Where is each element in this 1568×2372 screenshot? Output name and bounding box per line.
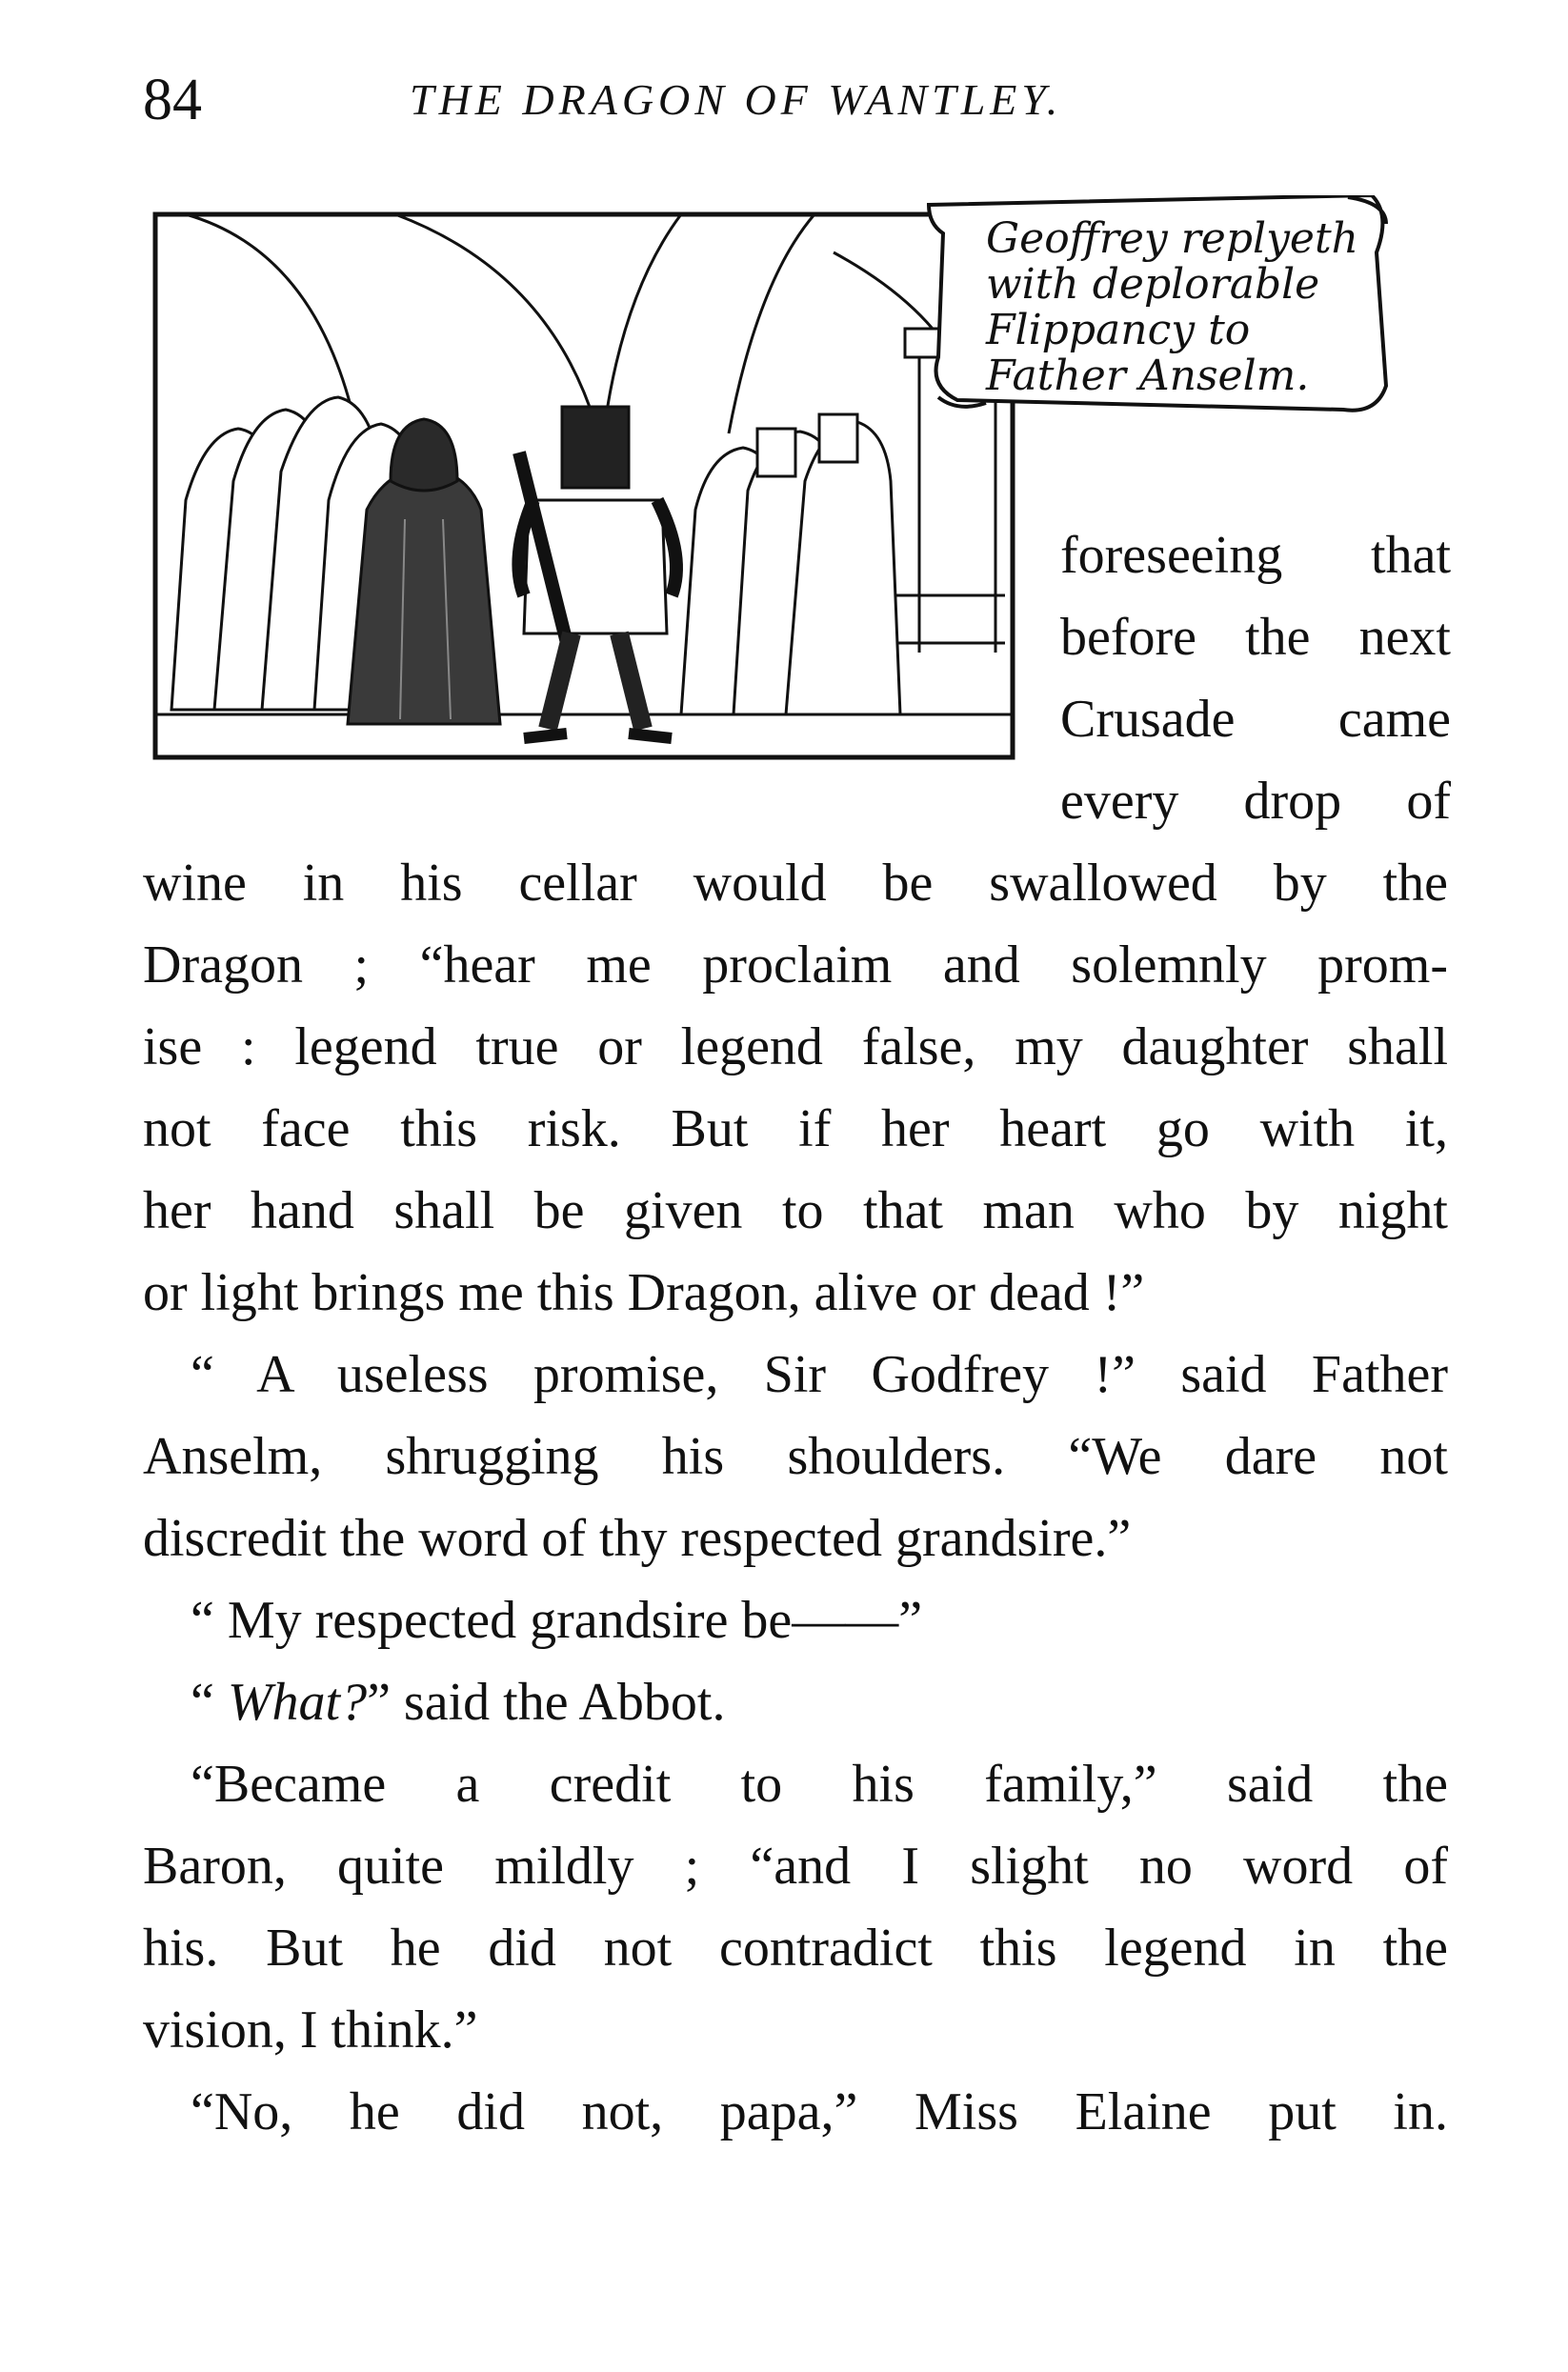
- text-line: Baron, quite mildly ; “and I slight no word of: [143, 1837, 1448, 1896]
- caption-line: Father Anselm.: [986, 352, 1310, 400]
- text-line: “ A useless promise, Sir Godfrey !” said Father: [191, 1345, 1448, 1404]
- body-text: [143, 842, 1448, 2153]
- text-line: every drop of: [1060, 772, 1451, 831]
- caption-line: Flippancy to: [986, 306, 1251, 354]
- vault-arch: [729, 214, 814, 433]
- text-line: not face this risk. But if her heart go with it,: [143, 1099, 1448, 1158]
- text-line: or light brings me this Dragon, alive or dead !”: [143, 1263, 1145, 1322]
- text-line: wine in his cellar would be swallowed by the: [143, 854, 1448, 913]
- text-line: his. But he did not contradict this legend in the: [143, 1919, 1448, 1978]
- text-line: Anselm, shrugging his shoulders. “We dare not: [143, 1427, 1448, 1486]
- open-quote: “: [191, 1673, 214, 1732]
- text-line: “No, he did not, papa,” Miss Elaine put in.: [191, 2082, 1448, 2141]
- text-line: discredit the word of thy respected grandsire.”: [143, 1509, 1132, 1568]
- italic-word: What?: [227, 1673, 368, 1732]
- knight-figure: [518, 407, 676, 738]
- text-line: Dragon ; “hear me proclaim and solemnly prom-: [143, 935, 1448, 995]
- caption-scroll: [929, 195, 1386, 411]
- text-line: before the next: [1060, 608, 1451, 667]
- text-line: “Became a credit to his family,” said the: [191, 1755, 1448, 1814]
- caption-line: Geoffrey replyeth: [986, 214, 1358, 263]
- text-line: Crusade came: [1060, 690, 1451, 749]
- text-line: her hand shall be given to that man who by night: [143, 1181, 1448, 1240]
- text-line-what: [143, 1661, 1448, 1743]
- text-line: ise : legend true or legend false, my daughter shall: [143, 1017, 1448, 1076]
- side-text-column: [1060, 514, 1451, 842]
- text-line: foreseeing that: [1060, 526, 1451, 585]
- vault-arch: [605, 214, 681, 424]
- running-head: [143, 57, 1448, 143]
- text-line: “ My respected grandsire be——”: [191, 1591, 923, 1650]
- monks-right-group: [681, 414, 900, 714]
- text-line: vision, I think.”: [143, 2000, 478, 2060]
- running-title: THE DRAGON OF WANTLEY.: [410, 75, 1063, 124]
- vault-arch: [395, 214, 595, 424]
- page-number: 84: [143, 68, 202, 132]
- caption-line: with deplorable: [986, 260, 1320, 309]
- line-rest: ” said the Abbot.: [367, 1673, 726, 1732]
